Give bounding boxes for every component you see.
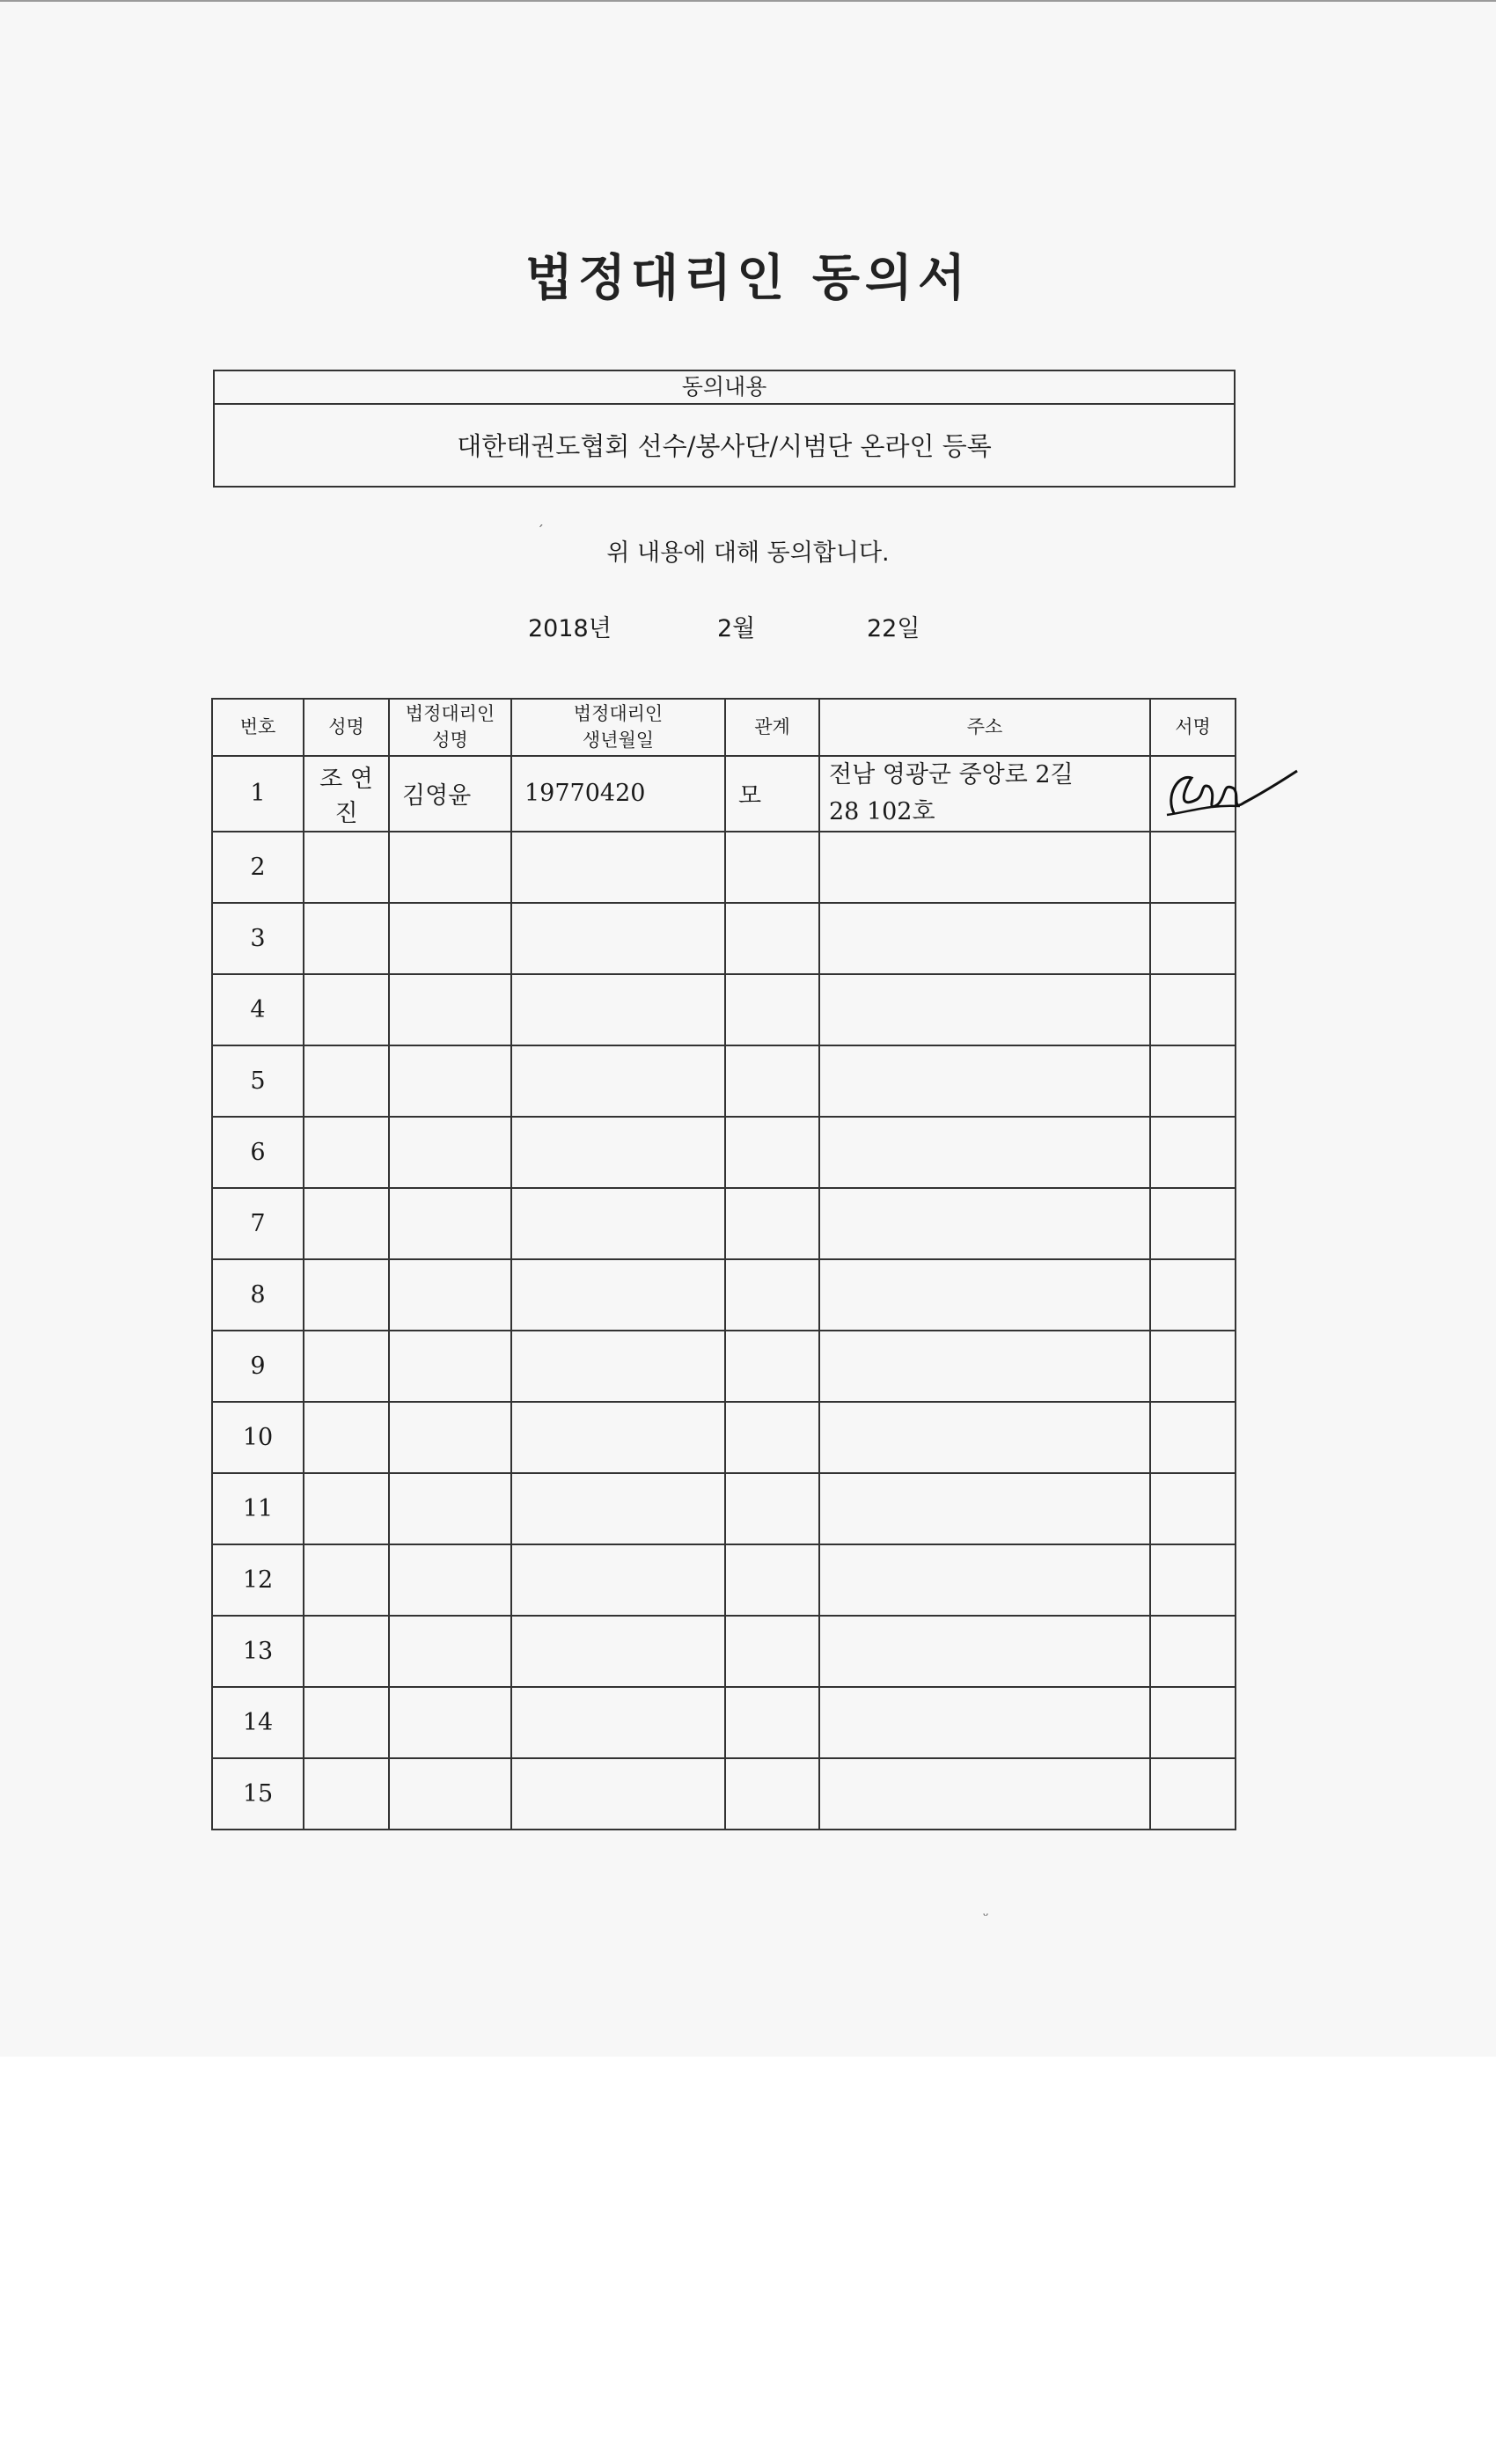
table-row (212, 1473, 1236, 1544)
row-number-cell: 13 (212, 1616, 304, 1687)
row-guardian-name-cell (389, 1687, 511, 1758)
row-guardian-birth-cell (511, 1331, 725, 1402)
row-guardian-name-cell: 김영윤 (389, 756, 511, 832)
row-guardian-birth-cell (511, 1758, 725, 1830)
row-guardian-name-cell (389, 1188, 511, 1259)
row-number-cell: 6 (212, 1117, 304, 1188)
table-row (212, 1758, 1236, 1830)
row-name-cell: 조 연 진 (304, 756, 389, 832)
date-day: 22일 (867, 615, 920, 642)
row-relation-cell (725, 1758, 819, 1830)
row-number-cell: 5 (212, 1045, 304, 1117)
row-relation-cell (725, 1402, 819, 1473)
table-row (212, 1544, 1236, 1616)
row-address-cell (819, 1687, 1150, 1758)
row-name-cell (304, 974, 389, 1045)
row-signature-cell (1150, 1544, 1236, 1616)
row-guardian-name-cell (389, 1259, 511, 1331)
row-name-cell (304, 903, 389, 974)
row-address-cell (819, 1188, 1150, 1259)
row-signature-cell (1150, 1473, 1236, 1544)
row-number-cell: 2 (212, 832, 304, 903)
table-row (212, 1259, 1236, 1331)
row-address-cell: 전남 영광군 중앙로 2길 28 102호 (819, 756, 1150, 832)
row-relation-cell (725, 1117, 819, 1188)
row-guardian-name-cell (389, 1117, 511, 1188)
document-title: 법정대리인 동의서 (524, 250, 972, 307)
row-number-cell: 7 (212, 1188, 304, 1259)
scan-speck: ᵕ (983, 1907, 989, 1924)
row-relation-cell (725, 1045, 819, 1117)
row-guardian-birth-cell (511, 1117, 725, 1188)
row-name-cell (304, 1544, 389, 1616)
header-address: 주소 (819, 699, 1150, 756)
row-relation-cell (725, 1687, 819, 1758)
row-signature-cell (1150, 832, 1236, 903)
table-row (212, 756, 1236, 832)
row-guardian-name-cell (389, 1331, 511, 1402)
date-year: 2018년 (528, 615, 612, 642)
row-guardian-birth-cell (511, 1687, 725, 1758)
row-number-cell: 1 (212, 756, 304, 832)
row-guardian-birth-cell (511, 1259, 725, 1331)
row-relation-cell (725, 832, 819, 903)
table-row (212, 832, 1236, 903)
row-name-cell (304, 1259, 389, 1331)
row-number-cell: 4 (212, 974, 304, 1045)
consent-header: 동의내용 (215, 371, 1234, 405)
row-number-cell: 10 (212, 1402, 304, 1473)
row-name-cell (304, 1687, 389, 1758)
row-signature-cell (1150, 1331, 1236, 1402)
row-signature-cell (1150, 1117, 1236, 1188)
row-guardian-birth-cell (511, 1544, 725, 1616)
row-signature-cell (1150, 756, 1236, 832)
row-guardian-birth-cell (511, 1616, 725, 1687)
header-relation: 관계 (725, 699, 819, 756)
table-row (212, 1687, 1236, 1758)
row-guardian-birth-cell (511, 903, 725, 974)
row-guardian-birth-cell (511, 1473, 725, 1544)
row-guardian-birth-cell: 19770420 (511, 756, 725, 832)
row-name-cell (304, 1188, 389, 1259)
row-name-cell (304, 1402, 389, 1473)
table-row (212, 1402, 1236, 1473)
row-signature-cell (1150, 1402, 1236, 1473)
row-guardian-name-cell (389, 1758, 511, 1830)
row-signature-cell (1150, 1045, 1236, 1117)
row-guardian-name-cell (389, 974, 511, 1045)
row-address-cell (819, 1331, 1150, 1402)
row-name-cell (304, 1758, 389, 1830)
table-row (212, 1188, 1236, 1259)
row-guardian-birth-cell (511, 1045, 725, 1117)
consent-body: 대한태권도협회 선수/봉사단/시범단 온라인 등록 (457, 431, 992, 461)
header-guardian-name-line2: 성명 (432, 729, 468, 751)
header-guardian-birth-line2: 생년월일 (582, 729, 655, 751)
row-guardian-name-cell (389, 1544, 511, 1616)
row-name-cell (304, 1616, 389, 1687)
row-number-cell: 12 (212, 1544, 304, 1616)
row-relation-cell (725, 1473, 819, 1544)
row-address-cell (819, 903, 1150, 974)
row-address-cell (819, 1544, 1150, 1616)
row-guardian-name-cell (389, 832, 511, 903)
header-name: 성명 (304, 699, 389, 756)
header-no: 번호 (212, 699, 304, 756)
table-row (212, 1616, 1236, 1687)
row-number-cell: 15 (212, 1758, 304, 1830)
table-row (212, 974, 1236, 1045)
row-relation-cell (725, 1616, 819, 1687)
row-address-cell (819, 1473, 1150, 1544)
table-row (212, 903, 1236, 974)
row-address-cell (819, 974, 1150, 1045)
row-name-cell (304, 1117, 389, 1188)
table-row (212, 1117, 1236, 1188)
row-address-cell (819, 1758, 1150, 1830)
registration-table (211, 698, 1236, 1830)
row-guardian-name-cell (389, 1473, 511, 1544)
consent-statement: 위 내용에 대해 동의합니다. (606, 539, 890, 567)
row-relation-cell (725, 903, 819, 974)
row-signature-cell (1150, 974, 1236, 1045)
row-name-cell (304, 1045, 389, 1117)
row-number-cell: 8 (212, 1259, 304, 1331)
row-signature-cell (1150, 1259, 1236, 1331)
table-row (212, 1045, 1236, 1117)
row-name-cell (304, 832, 389, 903)
date-month: 2월 (717, 615, 756, 642)
table-header-row (212, 699, 1236, 756)
row-address-cell (819, 832, 1150, 903)
row-guardian-name-cell (389, 903, 511, 974)
row-signature-cell (1150, 1188, 1236, 1259)
scan-speck: ˊ (537, 523, 544, 539)
row-signature-cell (1150, 1687, 1236, 1758)
row-relation-cell: 모 (725, 756, 819, 832)
row-number-cell: 14 (212, 1687, 304, 1758)
row-number-cell: 9 (212, 1331, 304, 1402)
row-relation-cell (725, 974, 819, 1045)
row-guardian-birth-cell (511, 974, 725, 1045)
row-guardian-birth-cell (511, 1188, 725, 1259)
row-name-cell (304, 1473, 389, 1544)
header-guardian-birth (511, 699, 725, 756)
row-guardian-birth-cell (511, 1402, 725, 1473)
header-guardian-name (389, 699, 511, 756)
header-guardian-birth-line1: 법정대리인 (573, 703, 664, 725)
row-address-cell (819, 1045, 1150, 1117)
row-relation-cell (725, 1544, 819, 1616)
row-guardian-name-cell (389, 1402, 511, 1473)
header-signature: 서명 (1150, 699, 1236, 756)
table-row (212, 1331, 1236, 1402)
row-relation-cell (725, 1188, 819, 1259)
row-signature-cell (1150, 1616, 1236, 1687)
handwritten-signature-icon (1156, 760, 1306, 831)
row-address-cell (819, 1117, 1150, 1188)
row-address-cell (819, 1259, 1150, 1331)
row-address-cell (819, 1616, 1150, 1687)
row-relation-cell (725, 1259, 819, 1331)
row-relation-cell (725, 1331, 819, 1402)
row-guardian-name-cell (389, 1616, 511, 1687)
row-signature-cell (1150, 903, 1236, 974)
row-number-cell: 11 (212, 1473, 304, 1544)
row-guardian-birth-cell (511, 832, 725, 903)
header-guardian-name-line1: 법정대리인 (405, 703, 495, 725)
row-guardian-name-cell (389, 1045, 511, 1117)
row-number-cell: 3 (212, 903, 304, 974)
row-name-cell (304, 1331, 389, 1402)
row-signature-cell (1150, 1758, 1236, 1830)
consent-content-box (213, 370, 1236, 488)
row-address-cell (819, 1402, 1150, 1473)
